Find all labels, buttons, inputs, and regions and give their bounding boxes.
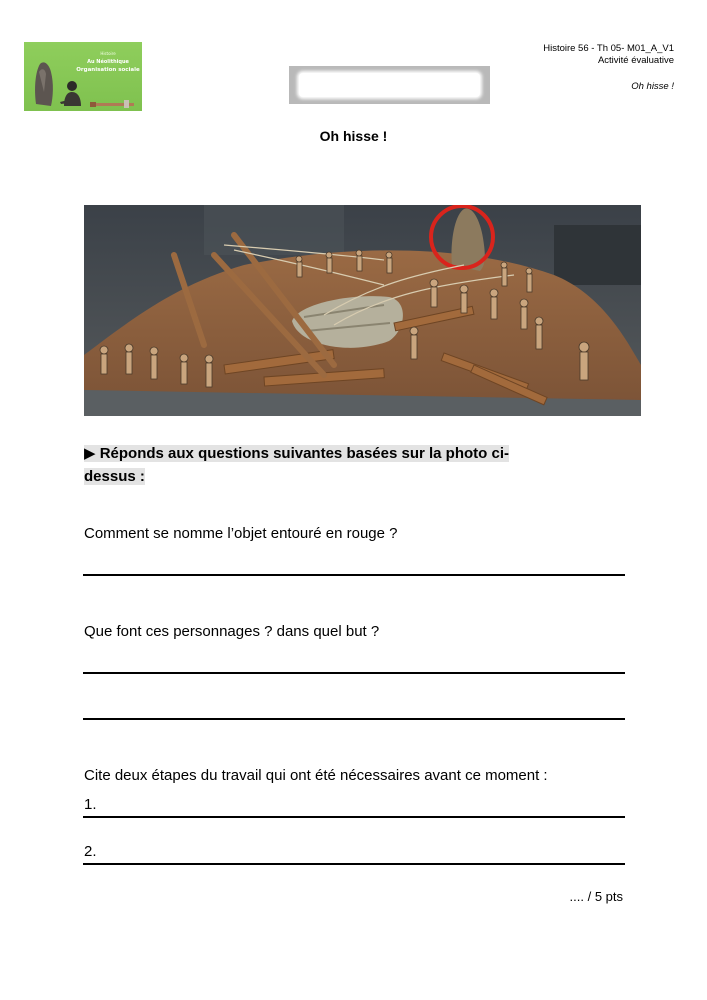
play-arrow-icon: ▶ [84,445,96,462]
answer-line-1[interactable] [83,574,625,576]
instruction-line-2: dessus : [84,468,145,485]
course-code: Histoire 56 - Th 05- M01_A_V1 [543,43,674,54]
page-title: Oh hisse ! [319,128,388,144]
logo-label-topic: Organisation sociale [76,67,140,73]
question-1: Comment se nomme l’objet entouré en rouge ? [84,525,398,542]
header-info [543,43,674,93]
name-box [289,66,490,104]
question-2: Que font ces personnages ? dans quel but ? [84,623,380,640]
item-number-1: 1. [84,796,97,813]
answer-line-3b[interactable] [83,863,625,865]
item-number-2: 2. [84,843,97,860]
answer-line-2a[interactable] [83,672,625,674]
answer-line-3a[interactable] [83,816,625,818]
logo-label-top: Histoire [100,51,116,56]
header-short-title: Oh hisse ! [631,81,674,92]
name-box-field [299,73,480,97]
activity-type: Activité évaluative [597,55,674,66]
instruction-line-1: Réponds aux questions suivantes basées sur la photo ci- [99,445,509,462]
logo-label-period: Au Néolithique [87,59,129,65]
diorama-photo [84,205,641,416]
logo [24,42,142,111]
photo-diorama-menhir-raising-icon [84,205,641,416]
score: .... / 5 pts [569,889,623,904]
question-3: Cite deux étapes du travail qui ont été nécessaires avant ce moment : [84,767,548,784]
answer-line-2b[interactable] [83,718,625,720]
instruction [84,442,584,488]
